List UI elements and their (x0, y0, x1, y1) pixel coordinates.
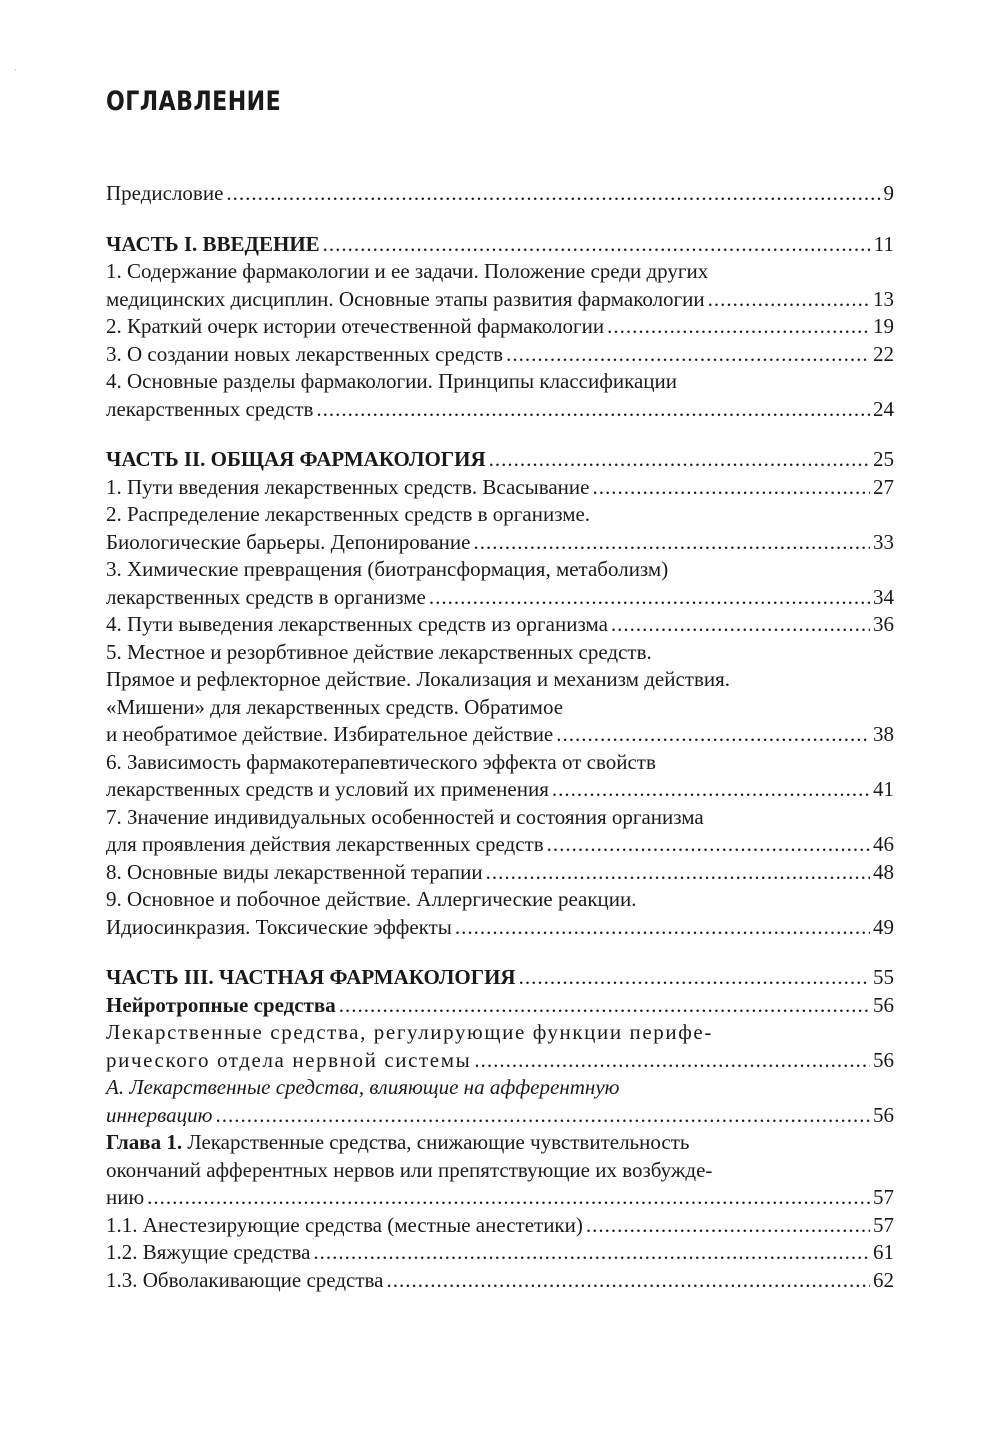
toc-entry-text: 3. О создании новых лекарственных средств (106, 341, 504, 366)
dot-leader (556, 721, 870, 749)
toc-entry[interactable] (106, 1239, 894, 1267)
toc-entry-text: Биологические барьеры. Депонирование (106, 529, 471, 554)
dot-leader (455, 914, 870, 942)
dot-leader (586, 1212, 870, 1240)
dot-leader (611, 611, 870, 639)
toc-entry-text: 2. Распределение лекарственных средств в организме. (106, 502, 591, 526)
dot-leader (552, 776, 870, 804)
toc-entry-text: 6. Зависимость фармакотерапевтического эффекта от свойств (106, 749, 656, 774)
dot-leader (519, 964, 870, 992)
page-number: 19 (873, 314, 894, 338)
page-number: 62 (873, 1267, 894, 1292)
toc-entry[interactable] (106, 1019, 894, 1074)
dot-leader (708, 286, 870, 314)
toc-entry-text: 1.3. Обволакивающие средства (106, 1267, 384, 1292)
dot-leader (506, 341, 870, 369)
toc-entry-text: ЧАСТЬ II. ОБЩАЯ ФАРМАКОЛОГИЯ (106, 447, 486, 471)
toc-entry-text: лекарственных средств и условий их применения (106, 777, 549, 801)
dot-leader (323, 231, 871, 259)
toc-entry[interactable] (106, 639, 894, 749)
toc-entry[interactable] (106, 258, 894, 313)
toc-entry-text: окончаний афферентных нервов или препятствующие их возбужде- (106, 1157, 713, 1182)
page-number: 24 (873, 396, 894, 421)
page-number: 36 (873, 612, 894, 636)
toc-entry-text: нию (106, 1185, 145, 1209)
scan-speck: · (14, 66, 17, 75)
section-gap (106, 423, 894, 446)
toc-part-heading[interactable] (106, 446, 894, 474)
toc-entry-text: 1. Пути введения лекарственных средств. Всасывание (106, 474, 590, 499)
toc-entry[interactable] (106, 341, 894, 369)
toc-entry-text: Идиосинкразия. Токсические эффекты (106, 914, 452, 939)
toc-entry-text: и необратимое действие. Избирательное действие (106, 722, 554, 746)
section-gap (106, 208, 894, 231)
toc-entry-text: Лекарственные средства, регулирующие функции перифе- (106, 1020, 713, 1044)
toc-entry[interactable] (106, 1129, 894, 1212)
toc-entry[interactable] (106, 886, 894, 941)
dot-leader (592, 474, 870, 502)
page-number: 56 (873, 992, 894, 1017)
toc-entry[interactable] (106, 1212, 894, 1240)
section-gap (106, 941, 894, 964)
dot-leader (607, 313, 870, 341)
toc-entry[interactable] (106, 1074, 894, 1129)
toc-entry-text: 4. Основные разделы фармакологии. Принципы классификации (106, 369, 678, 393)
toc-entry-text: Прямое и рефлекторное действие. Локализация и механизм действия. (106, 667, 731, 691)
toc-entry-text: 9. Основное и побочное действие. Аллергические реакции. (106, 887, 637, 911)
toc-entry-text: 2. Краткий очерк истории отечественной фармакологии (106, 314, 605, 338)
toc-entry[interactable] (106, 368, 894, 423)
page-number: 56 (873, 1102, 894, 1127)
toc-entry[interactable] (106, 1267, 894, 1295)
dot-leader (547, 831, 870, 859)
toc-entry[interactable] (106, 804, 894, 859)
toc-entry-text: 5. Местное и резорбтивное действие лекарственных средств. (106, 639, 652, 664)
toc-entry-text: 7. Значение индивидуальных особенностей и состояния организма (106, 804, 704, 829)
toc-entry[interactable] (106, 992, 894, 1020)
page-number: 57 (873, 1185, 894, 1209)
toc-entry[interactable] (106, 313, 894, 341)
page-number: 61 (873, 1240, 894, 1264)
toc-entry-text: ЧАСТЬ III. ЧАСТНАЯ ФАРМАКОЛОГИЯ (106, 965, 516, 989)
page-number: 38 (873, 722, 894, 746)
dot-leader (473, 529, 870, 557)
dot-leader (486, 859, 870, 887)
toc-entry-text: 4. Пути выведения лекарственных средств из организма (106, 612, 608, 636)
toc-entry[interactable] (106, 556, 894, 611)
page-number: 25 (873, 447, 894, 471)
toc-entry-text: лекарственных средств в организме (106, 584, 426, 609)
toc-entry-text: 1.2. Вяжущие средства (106, 1240, 311, 1264)
page-title: ОГЛАВЛЕНИЕ (106, 86, 282, 117)
toc-entry[interactable] (106, 749, 894, 804)
toc-entry-text: Предисловие (106, 181, 224, 205)
dot-leader (147, 1184, 870, 1212)
page-number: 22 (873, 341, 894, 366)
toc-entry-text: медицинских дисциплин. Основные этапы развития фармакологии (106, 286, 705, 311)
toc-entry-text: Глава 1. Лекарственные средства, снижающие чувствительность (106, 1130, 690, 1154)
page-number: 46 (873, 832, 894, 856)
toc-entry-text: 1.1. Анестезирующие средства (местные анестетики) (106, 1212, 583, 1237)
toc-entry-text: 1. Содержание фармакологии и ее задачи. Положение среди других (106, 259, 709, 283)
toc-entry-text: иннервацию (106, 1102, 213, 1127)
page-number: 9 (883, 181, 894, 205)
page-number: 41 (873, 777, 894, 801)
toc-entry[interactable] (106, 474, 894, 502)
dot-leader (386, 1267, 870, 1295)
dot-leader (313, 1239, 870, 1267)
page-number: 49 (873, 914, 894, 939)
toc-entry-text: лекарственных средств (106, 396, 314, 421)
toc-entry-text: «Мишени» для лекарственных средств. Обратимое (106, 694, 564, 719)
page-number: 33 (873, 529, 894, 554)
toc-entry[interactable] (106, 859, 894, 887)
toc-entry[interactable] (106, 611, 894, 639)
page-number: 34 (873, 584, 894, 609)
page-number: 27 (873, 474, 894, 499)
page-number: 13 (873, 286, 894, 311)
dot-leader (489, 446, 870, 474)
page-number: 56 (873, 1047, 894, 1072)
page-number: 57 (873, 1212, 894, 1237)
toc-entry-text: 3. Химические превращения (биотрансформация, метаболизм) (106, 557, 669, 581)
dot-leader (316, 396, 870, 424)
dot-leader (215, 1102, 870, 1130)
page-number: 11 (873, 231, 894, 256)
page-number: 48 (873, 859, 894, 884)
dot-leader (429, 584, 870, 612)
toc-entry-text: ЧАСТЬ I. ВВЕДЕНИЕ (106, 231, 320, 256)
toc-entry[interactable] (106, 180, 894, 208)
page-number: 55 (873, 965, 894, 989)
dot-leader (474, 1047, 870, 1075)
toc-entry-text: А. Лекарственные средства, влияющие на афферентную (106, 1075, 620, 1099)
toc-entry-text: Нейротропные средства (106, 992, 336, 1017)
dot-leader (339, 992, 870, 1020)
toc-part-heading[interactable] (106, 964, 894, 992)
toc-entry[interactable] (106, 501, 894, 556)
toc-entry-text: для проявления действия лекарственных средств (106, 832, 544, 856)
toc-entry-text: рического отдела нервной системы (106, 1047, 472, 1072)
toc-part-heading[interactable] (106, 231, 894, 259)
dot-leader (226, 180, 880, 208)
table-of-contents (106, 180, 894, 1294)
toc-entry-text: 8. Основные виды лекарственной терапии (106, 859, 483, 884)
